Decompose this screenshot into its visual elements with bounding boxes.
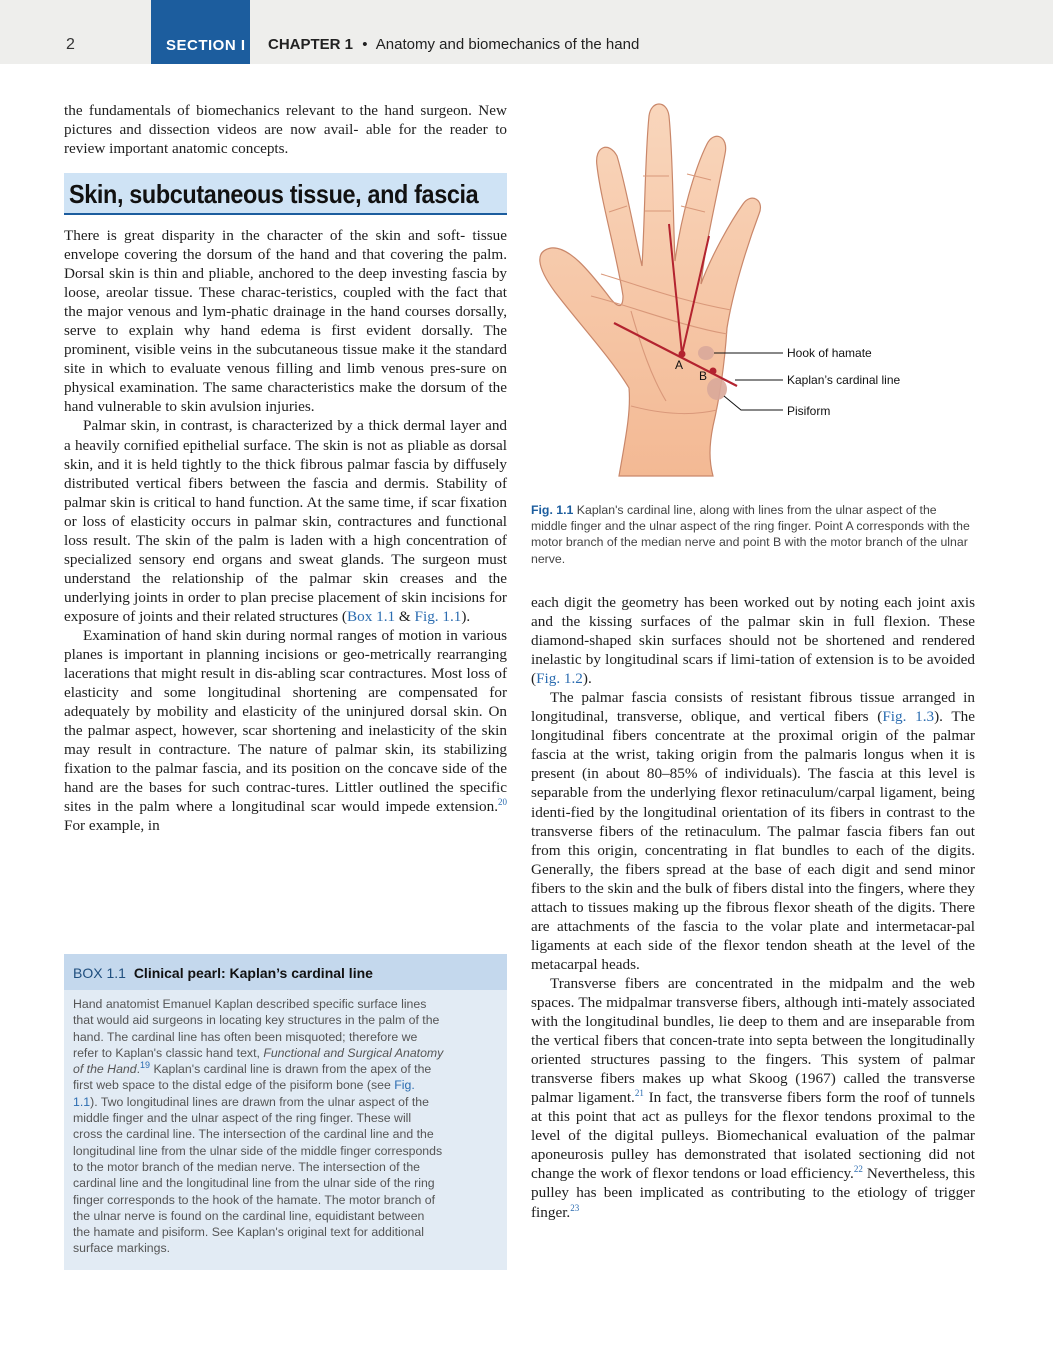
section-heading-text: Skin, subcutaneous tissue, and fascia (69, 179, 479, 209)
paragraph-1: There is great disparity in the character of the skin and soft- tissue envelope covering the dorsum of the hand and that covering the palm. Dorsal skin is thin and pliable, anchored to the deep investing fascia by loose, areolar tissue. These charac-teristics, coupled with the fact that the major venous and lym-phatic drainage in the hand courses dorsally, serve to explain why hand edema is first evident dorsally. The prominent, visible veins in the subcutaneous tissue make it the standard site in which to evaluate venous filling and limb venous pres-sure on physical examination. The same characteristics make the dorsum of the hand vulnerable to skin avulsion injuries. (64, 227, 508, 416)
box-number: BOX 1.1 (73, 965, 126, 981)
point-b-dot (710, 368, 717, 375)
fig-1-3-link[interactable]: Fig. 1.3 (882, 708, 935, 726)
figure-caption-label: Fig. 1.1 (531, 503, 574, 517)
right-paragraph-3: Transverse fibers are concentrated in the midpalm and the web spaces. The midpalmar transverse fibers, although inti-mately associated with the longitudinal bundles, lie deep to them and are inseparable from the vertical fibers that concen-trate into septa between the longitudinally oriented structures passing to the fingers. This system of palmar transverse fibers makes up what Skoog (1967) called the transverse palmar ligament.$^{21}$ In fact, the transverse fibers form the roof of tunnels at this point that act as pulleys for the flexor tendons proximal to the level of the digital pulleys. Biomechanical evaluation of the palmar aponeurosis pulley has demonstrated that isolated sectioning did not change the work of flexor tendons or load efficiency.$^{22}$ Nevertheless, this pulley has been implicated as contributing to the etiology of trigger finger.$^{23}$ (531, 974, 976, 1221)
figure-caption (531, 502, 975, 567)
right-column-text (531, 593, 975, 1222)
section-heading (64, 173, 507, 215)
pisiform-label: Pisiform (787, 404, 831, 418)
chapter-number: CHAPTER 1 (268, 36, 354, 53)
fig-1-2-link[interactable]: Fig. 1.2 (536, 670, 583, 688)
section-tab: SECTION I (151, 0, 250, 64)
intro-text (64, 101, 507, 158)
running-header (0, 0, 1053, 64)
figure-1-1 (531, 96, 975, 496)
reference-22[interactable]: 22 (853, 1164, 863, 1175)
box-1-1-link[interactable]: Box 1.1 (347, 607, 396, 625)
cardinal-line-label: Kaplan’s cardinal line (787, 373, 901, 387)
page-number: 2 (66, 36, 75, 53)
box-body: Hand anatomist Emanuel Kaplan described specific surface lines that would aid surgeons in locating key structures in the palm of the hand. The cardinal line has often been misquoted; therefore we refer to Kaplan's classic hand text, Functional and Surgical Anatomy of the Hand.$^{19}$ Kaplan's cardinal line is drawn from the apex of the first web space to the distal edge of the pisiform bone (see Fig. 1.1). Two longitudinal lines are drawn from the ulnar aspect of the middle finger and the ulnar aspect of the ring finger. These will cross the cardinal line. The intersection of the cardinal line and the longitudinal line from the ulnar side of the middle finger corresponds to the motor branch of the median nerve. The intersection of the cardinal line and the longitudinal line from the ulnar side of the ring finger corresponds to the hook of the hamate. The motor branch of the ulnar nerve is found on the cardinal line, equidistant between the hamate and pisiform. See Kaplan's original text for additional surface markings. (73, 997, 444, 1256)
reference-20[interactable]: 20 (498, 797, 508, 808)
point-a-label: A (675, 358, 684, 372)
hand-outline (540, 104, 761, 476)
right-paragraph-1: each digit the geometry has been worked out by noting each joint axis and the kissing surfaces of the palmar skin in full flexion. These diamond-shaped skin surfaces should not be shortened and rendered inelastic by longitudinal scars if limi-tation of extension is to be avoided (Fig. 1.2). (531, 594, 976, 688)
pisiform-leader (724, 396, 783, 410)
hand-illustration (531, 96, 975, 496)
reference-19[interactable]: 19 (140, 1060, 151, 1071)
chapter-name: Anatomy and biomechanics of the hand (375, 36, 640, 53)
right-paragraph-2: The palmar fascia consists of resistant fibrous tissue arranged in longitudinal, transverse, oblique, and vertical fibers (Fig. 1.3). The longitudinal fibers concentrate at the proximal origin of the palmar fascia at the wrist, taking origin from the palmaris longus when it is present (in about 80–85% of individuals). The fascia at this level is separable from the underlying flexor retinaculum/carpal ligament, being identi-fied by the longitudinal orientation of its fibers in contrast to the transverse fibers of the retinaculum. The palmar fascia fibers fan out from this origin, concentrating in flat bundles to each of the digits. Generally, the fibers spread at the base of each digit and send minor fibers to the skin and the bulk of fibers distal into the fingers, where they attach to tissues making up the fibrous flexor sheath of the digits. There are attachments of the fascia to the volar plate and intermetacar-pal ligaments at each side of the flexor tendon sheath at the level of the metacarpal heads. (531, 689, 976, 973)
point-b-label: B (699, 369, 708, 383)
header-separator: • (362, 36, 368, 53)
hook-of-hamate-marker (698, 346, 714, 360)
left-column-text (64, 226, 507, 836)
clinical-pearl-box (64, 954, 507, 1270)
box-header (64, 954, 507, 990)
hook-of-hamate-label: Hook of hamate (787, 346, 872, 360)
fig-1-1-link[interactable]: Fig. 1.1 (414, 607, 462, 625)
reference-21[interactable]: 21 (634, 1088, 644, 1099)
paragraph-3: Examination of hand skin during normal ranges of motion in various planes is important in planning incisions or geo-metrically rearranging lacerations that might result in dis-abling scar contractures. Most loss of elasticity and some longitudinal shortening are compensated for adequately by mobility and elasticity of the uninjured dorsal skin. On the palmar aspect, however, scar shortening and inelasticity of the skin may result in contracture. The nature of palmar skin, its stabilizing fixation to the palmar fascia, and its position on the concave side of the hand are the bases for such contrac-tures. Littler outlined the specific sites in the palm where a longitudinal scar would impede extension.$^{20}$ For example, in (64, 626, 508, 835)
figure-caption-text: Kaplan's cardinal line, along with lines from the ulnar aspect of the middle finger and the ulnar aspect of the ring finger. Point A corresponds with the motor branch of the median nerve and point B with the motor branch of the ulnar nerve. (531, 503, 970, 566)
box-title: Clinical pearl: Kaplan’s cardinal line (133, 965, 373, 981)
pisiform-marker (707, 378, 727, 400)
chapter-title (268, 36, 639, 53)
paragraph-2: Palmar skin, in contrast, is characterized by a thick dermal layer and a heavily cornified epithelial surface. The skin is not as pliable as dorsal skin, and it is held tightly to the thick fibrous palmar fascia by diffusely distributed vertical fibers between the fascia and dermis. Stability of palmar skin is critical to hand function. At the same time, if scar fixation or loss of elasticity occurs in palmar skin, contractures and functional loss result. The skin of the palm is laden with a high concentration of specialized sensory end organs and sweat glands. The surgeon must understand the relationship of the palmar skin creases and the underlying joints in order to plan precise placement of skin incisions for exposure of joints and their related structures (Box 1.1 & Fig. 1.1). (64, 417, 508, 625)
reference-23[interactable]: 23 (570, 1202, 580, 1213)
fig-1-1-box-link[interactable]: Fig. 1.1 (73, 1078, 415, 1109)
book-title: Functional and Surgical Anatomy of the Hand (73, 1045, 444, 1077)
point-a-dot (679, 351, 686, 358)
intro-paragraph: the fundamentals of biomechanics relevant to the hand surgeon. New pictures and dissection videos are now avail- able for the reader to review important anatomic concepts. (64, 102, 508, 158)
